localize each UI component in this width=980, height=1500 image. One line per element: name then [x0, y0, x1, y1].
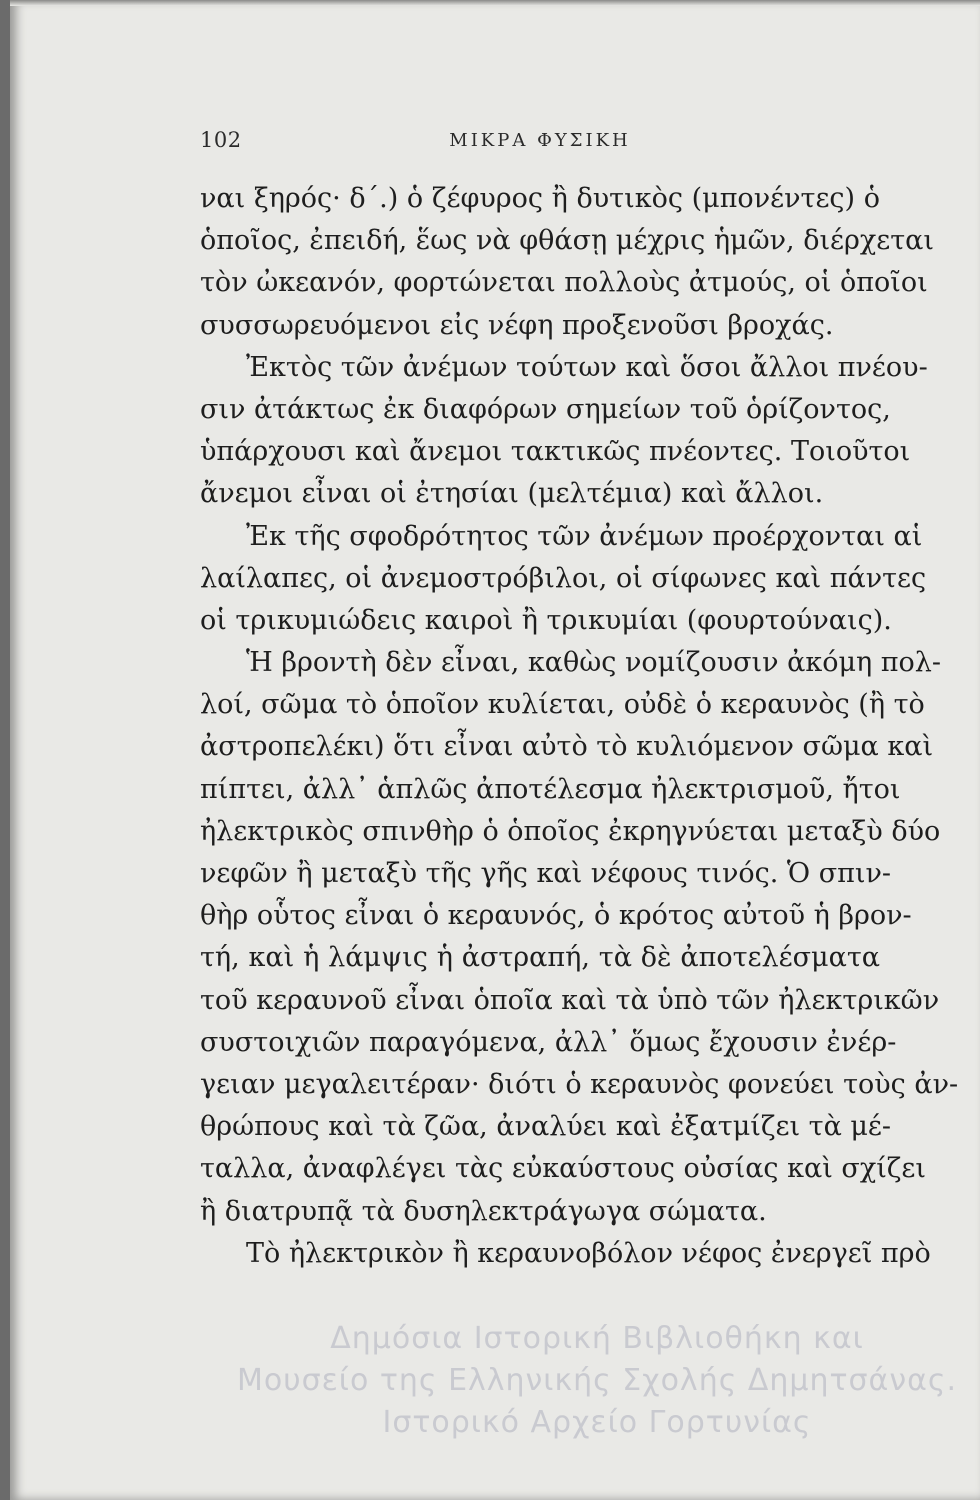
text-line: θρώπους καὶ τὰ ζῶα, ἀναλύει καὶ ἐξατμίζει τὰ μέ- [200, 1111, 892, 1143]
page-header [200, 128, 880, 160]
text-line: συστοιχιῶν παραγόμενα, ἀλλ᾽ ὅμως ἔχουσιν ἐνέρ- [200, 1026, 897, 1058]
text-line: ναι ξηρός· δ΄.) ὁ ζέφυρος ἢ δυτικὸς (μπονέντες) ὁ [200, 183, 880, 214]
body-text [200, 178, 959, 1275]
text-line: τοῦ κεραυνοῦ εἶναι ὁποῖα καὶ τὰ ὑπὸ τῶν ἠλεκτρικῶν [200, 984, 940, 1016]
text-line: ὁποῖος, ἐπειδή, ἕως νὰ φθάσῃ μέχρις ἡμῶν, διέρχεται [200, 225, 934, 257]
book-page [10, 0, 980, 1500]
text-line: λοί, σῶμα τὸ ὁποῖον κυλίεται, οὐδὲ ὁ κεραυνὸς (ἢ τὸ [200, 689, 925, 721]
page-edge-shadow [10, 0, 980, 6]
paragraph-first-line: Ἡ βροντὴ δὲν εἶναι, καθὼς νομίζουσιν ἀκόμη πολ- [246, 647, 942, 679]
text-line: ἀστροπελέκι) ὅτι εἶναι αὐτὸ τὸ κυλιόμενον σῶμα καὶ [200, 731, 934, 763]
text-line: πίπτει, ἀλλ᾽ ἁπλῶς ἀποτέλεσμα ἠλεκτρισμοῦ, ἤτοι [200, 773, 901, 805]
text-line: ἢ διατρυπᾷ τὰ δυσηλεκτράγωγα σώματα. [200, 1195, 767, 1227]
text-line: σιν ἀτάκτως ἐκ διαφόρων σημείων τοῦ ὁρίζοντος, [200, 393, 891, 425]
library-watermark [232, 1318, 962, 1444]
text-line: ὑπάρχουσι καὶ ἄνεμοι τακτικῶς πνέοντες. Τοιοῦτοι [200, 436, 911, 468]
watermark-line: Μουσείο της Ελληνικής Σχολής Δημητσάνας. [236, 1363, 958, 1398]
watermark-line: Δημόσια Ιστορική Βιβλιοθήκη και [330, 1321, 864, 1356]
text-line: γειαν μεγαλειτέραν· διότι ὁ κεραυνὸς φονεύει τοὺς ἀν- [200, 1068, 959, 1100]
paragraph-first-line: Ἐκ τῆς σφοδρότητος τῶν ἀνέμων προέρχονται αἱ [246, 520, 923, 552]
text-line: νεφῶν ἢ μεταξὺ τῆς γῆς καὶ νέφους τινός. Ὁ σπιν- [200, 858, 892, 889]
text-line: τὸν ὠκεανόν, φορτώνεται πολλοὺς ἀτμούς, οἱ ὁποῖοι [200, 267, 928, 299]
watermark-line: Ιστορικό Αρχείο Γορτυνίας [382, 1405, 812, 1440]
text-line: οἱ τρικυμιώδεις καιροὶ ἢ τρικυμίαι (φουρτούναις). [200, 604, 892, 636]
page-number: 102 [200, 128, 242, 152]
text-line: συσσωρευόμενοι εἰς νέφη προξενοῦσι βροχάς. [200, 309, 834, 341]
text-line: θὴρ οὗτος εἶναι ὁ κεραυνός, ὁ κρότος αὐτοῦ ἡ βρον- [200, 900, 912, 932]
text-line: λαίλαπες, οἱ ἀνεμοστρόβιλοι, οἱ σίφωνες καὶ πάντες [200, 562, 927, 594]
paragraph-first-line: Τὸ ἠλεκτρικὸν ἢ κεραυνοβόλον νέφος ἐνεργεῖ πρὸ [246, 1237, 931, 1269]
text-line: ἄνεμοι εἶναι οἱ ἐτησίαι (μελτέμια) καὶ ἄλλοι. [200, 478, 824, 510]
running-head: ΜΙΚΡΑ ΦΥΣΙΚΗ [449, 130, 631, 151]
text-line: ταλλα, ἀναφλέγει τὰς εὐκαύστους οὐσίας καὶ σχίζει [200, 1153, 926, 1185]
paragraph-first-line: Ἐκτὸς τῶν ἀνέμων τούτων καὶ ὅσοι ἄλλοι πνέου- [246, 351, 928, 383]
text-line: τή, καὶ ἡ λάμψις ἡ ἀστραπή, τὰ δὲ ἀποτελέσματα [200, 942, 880, 974]
text-line: ἠλεκτρικὸς σπινθὴρ ὁ ὁποῖος ἐκρηγνύεται μεταξὺ δύο [200, 815, 941, 847]
